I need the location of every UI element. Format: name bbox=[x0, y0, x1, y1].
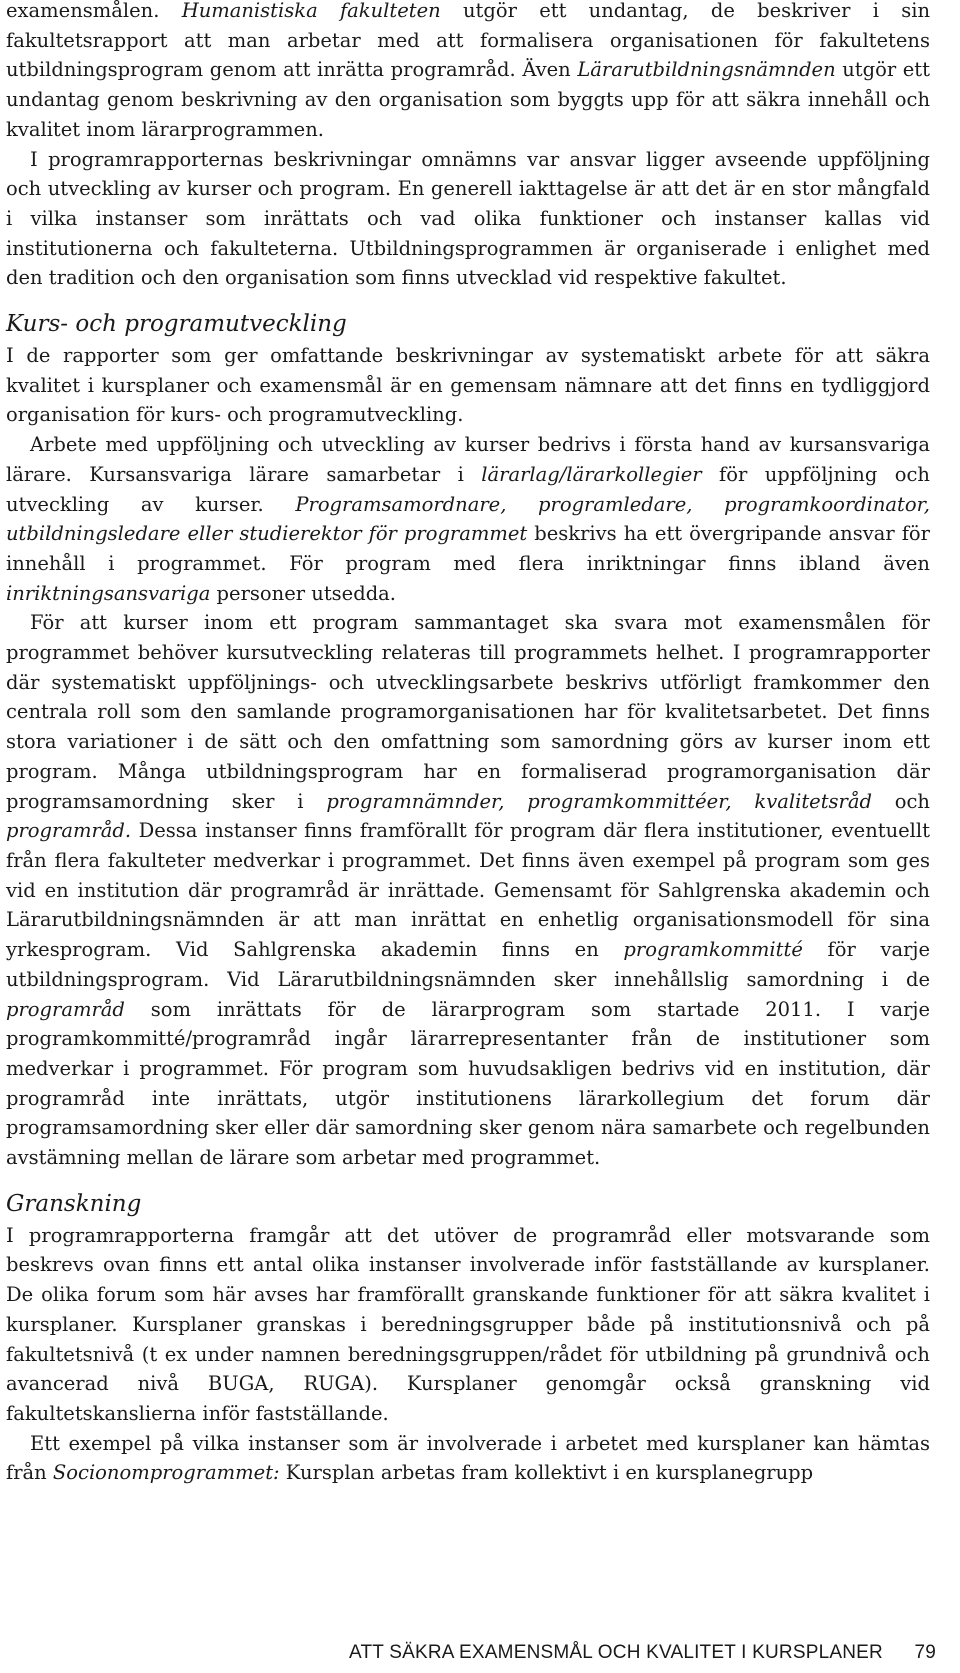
emphasis: Socionomprogrammet: bbox=[52, 1461, 280, 1485]
paragraph: Ett exempel på vilka instanser som är involverade i arbetet med kursplaner kan hämtas från Socionomprogrammet: Kursplan arbetas fram kollektivt i en kursplanegrupp bbox=[6, 1431, 930, 1485]
emphasis: programnämnder, programkommittéer, kvalitetsråd bbox=[326, 789, 872, 813]
paragraph: I programrapporterna framgår att det utöver de programråd eller motsvarande som beskrevs ovan finns ett antal olika instanser involverade inför fastställande av kursplaner. De olika forum som här avses har framförallt granskande funktioner för att säkra kvalitet i kursplaner. Kursplaner granskas i beredningsgrupper både på institutionsnivå och på fakultetsnivå (t ex under namnen beredningsgruppen/rådet för utbildning på grundnivå och avancerad nivå BUGA, RUGA). Kursplaner genomgår också granskning vid fakultetskanslierna inför fastställande. bbox=[6, 1223, 930, 1425]
emphasis: programråd. bbox=[6, 819, 132, 843]
emphasis: Humanistiska fakulteten bbox=[181, 0, 441, 22]
body-text bbox=[6, 0, 930, 1488]
emphasis: Lärarutbildningsnämnden bbox=[577, 58, 836, 82]
emphasis: programråd bbox=[6, 997, 125, 1021]
page-footer bbox=[349, 1642, 936, 1664]
section-heading: Granskning bbox=[6, 1190, 142, 1217]
emphasis: lärarlag/lärarkollegier bbox=[481, 462, 702, 486]
emphasis: Programsamordnare, programledare, programkoordinator, utbildningsledare eller studierektor för programmet bbox=[6, 492, 931, 546]
section-heading: Kurs- och programutveckling bbox=[6, 311, 347, 338]
paragraph: examensmålen. Humanistiska fakulteten utgör ett undantag, de beskriver i sin fakultetsrapport att man arbetar med att formalisera organisationen för fakultetens utbildningsprogram genom att inrätta programråd. Även Lärarutbildningsnämnden utgör ett undantag genom beskrivning av den organisation som byggts upp för att säkra innehåll och kvalitet inom lärarprogrammen. bbox=[6, 0, 930, 141]
paragraph: I programrapporternas beskrivningar omnämns var ansvar ligger avseende uppföljning och utveckling av kurser och program. En generell iakttagelse är att det är en stor mångfald i vilka instanser som inrättats och vad olika funktioner och instanser kallas vid institutionerna och fakulteterna. Utbildningsprogrammen är organiserade i enlighet med den tradition och den organisation som finns utvecklad vid respektive fakultet. bbox=[6, 147, 930, 290]
running-title: ATT SÄKRA EXAMENSMÅL OCH KVALITET I KURSPLANER bbox=[349, 1642, 883, 1663]
paragraph: För att kurser inom ett program sammantaget ska svara mot examensmålen för programmet behöver kursutveckling relateras till programmets helhet. I programrapporter där systematiskt uppföljnings- och utvecklingsarbete beskrivs utförligt framkommer den centrala roll som den samlande programorganisationen har för kvalitetsarbetet. Det finns stora variationer i de sätt och den omfattning som samordning görs av kurser inom ett program. Många utbildningsprogram har en formaliserad programorganisation där programsamordning sker i programnämnder, programkommittéer, kvalitetsråd och programråd. Dessa instanser finns framförallt för program där flera institutioner, eventuellt från flera fakulteter medverkar i programmet. Det finns även exempel på program som ges vid en institution där programråd är inrättade. Gemensamt för Sahlgrenska akademin och Lärarutbildningsnämnden är att man inrättat en enhetlig organisationsmodell för sina yrkesprogram. Vid Sahlgrenska akademin finns en programkommitté för varje utbildningsprogram. Vid Lärarutbildningsnämnden sker innehållslig samordning i de programråd som inrättats för de lärarprogram som startade 2011. I varje programkommitté/programråd ingår lärarrepresentanter från de institutioner som medverkar i programmet. För program som huvudsakligen bedrivs vid en institution, där programråd inte inrättats, utgör institutionens lärarkollegium det forum där programsamordning sker eller där samordning sker genom nära samarbete och regelbunden avstämning mellan de lärare som arbetar med programmet. bbox=[6, 611, 930, 1170]
paragraph: Arbete med uppföljning och utveckling av kurser bedrivs i första hand av kursansvariga lärare. Kursansvariga lärare samarbetar i lärarlag/lärarkollegier för uppföljning och utveckling av kurser. Programsamordnare, programledare, programkoordinator, utbildningsledare eller studierektor för programmet beskrivs ha ett övergripande ansvar för innehåll i programmet. För program med flera inriktningar finns ibland även inriktningsansvariga personer utsedda. bbox=[6, 433, 931, 605]
page-number: 79 bbox=[914, 1642, 936, 1663]
emphasis: programkommitté bbox=[623, 938, 803, 962]
emphasis: inriktningsansvariga bbox=[6, 581, 211, 605]
paragraph: I de rapporter som ger omfattande beskrivningar av systematiskt arbete för att säkra kvalitet i kursplaner och examensmål är en gemensam nämnare att det finns en tydliggjord organisation för kurs- och programutveckling. bbox=[6, 344, 930, 427]
